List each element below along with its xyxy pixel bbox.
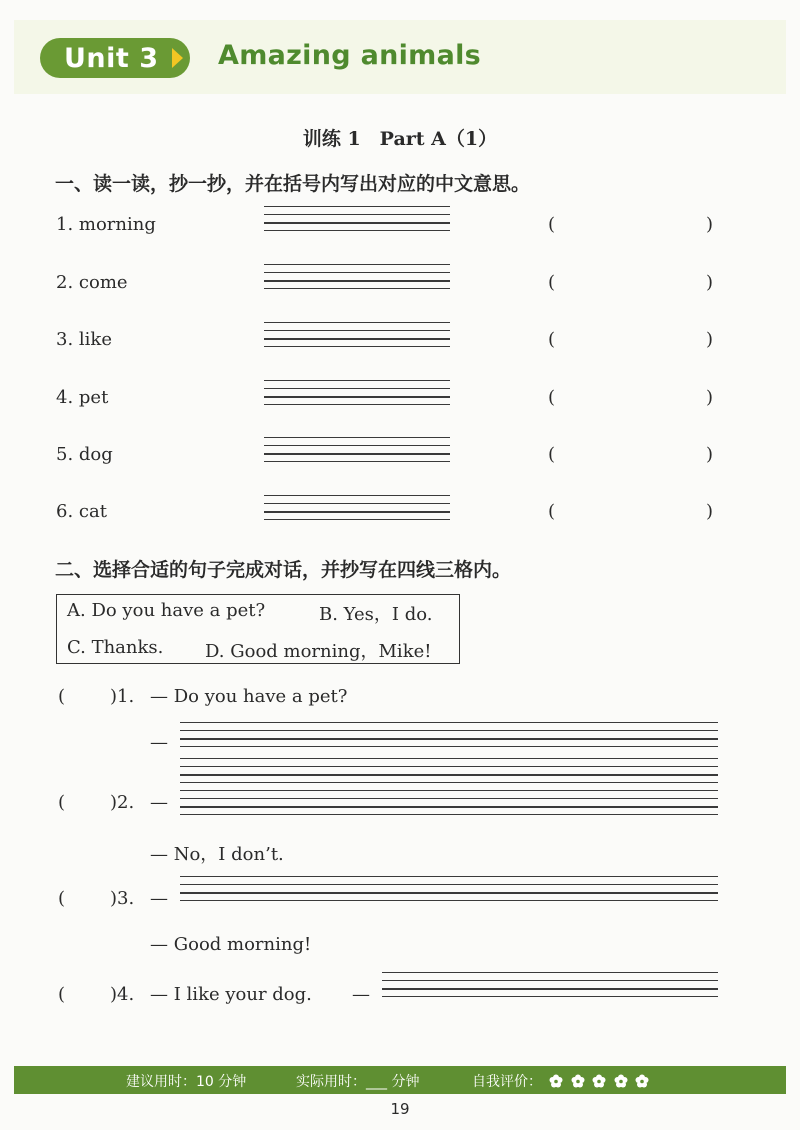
dialogue-dash: — <box>150 792 168 813</box>
dialogue-line: — Do you have a pet? <box>150 686 348 707</box>
dialogue-line: — Good morning! <box>150 934 312 955</box>
word-label: 4. pet <box>56 387 109 408</box>
options-box <box>56 594 460 664</box>
answer-paren-close: ) <box>706 329 714 350</box>
answer-paren-close: ) <box>706 387 714 408</box>
dialogue-line: — I like your dog. <box>150 984 312 1005</box>
section2-title: 二、选择合适的句子完成对话，并抄写在四线三格内。 <box>55 559 512 581</box>
four-line-writing-area[interactable] <box>264 322 450 346</box>
answer-paren-open: ( <box>58 792 66 813</box>
word-label: 2. come <box>56 272 128 293</box>
actual-time: 实际用时：___ 分钟 <box>296 1074 420 1090</box>
option-a: A. Do you have a pet? <box>67 600 266 621</box>
four-line-writing-area[interactable] <box>264 380 450 404</box>
item-number: )1. <box>110 686 135 707</box>
item-number: )3. <box>110 888 135 909</box>
play-arrow-icon <box>172 48 183 68</box>
footer-band <box>14 1066 786 1094</box>
answer-paren-open: ( <box>548 272 556 293</box>
word-label: 3. like <box>56 329 112 350</box>
lesson-title: 训练 1 Part A（1） <box>302 128 498 150</box>
flower-rating-icon[interactable] <box>549 1074 563 1088</box>
answer-paren-open: ( <box>58 888 66 909</box>
flower-rating-icon[interactable] <box>592 1074 606 1088</box>
answer-paren-open: ( <box>548 214 556 235</box>
answer-paren-close: ) <box>706 272 714 293</box>
answer-paren-open: ( <box>548 329 556 350</box>
dialogue-dash: — <box>150 732 168 753</box>
word-label: 1. morning <box>56 214 156 235</box>
four-line-writing-area[interactable] <box>180 790 718 814</box>
item-number: )2. <box>110 792 135 813</box>
word-label: 6. cat <box>56 501 107 522</box>
dialogue-dash: — <box>150 888 168 909</box>
answer-paren-open: ( <box>58 686 66 707</box>
unit-label: Unit 3 <box>64 42 159 74</box>
answer-paren-close: ) <box>706 214 714 235</box>
four-line-writing-area[interactable] <box>382 972 718 996</box>
suggested-time: 建议用时：10 分钟 <box>126 1074 247 1090</box>
self-evaluation <box>472 1071 649 1091</box>
four-line-writing-area[interactable] <box>264 437 450 461</box>
dialogue-line: — No，I don’t. <box>150 844 284 865</box>
option-d: D. Good morning，Mike! <box>205 641 432 662</box>
four-line-writing-area[interactable] <box>180 722 718 746</box>
flower-rating-icon[interactable] <box>635 1074 649 1088</box>
four-line-writing-area[interactable] <box>264 206 450 230</box>
word-label: 5. dog <box>56 444 113 465</box>
four-line-writing-area[interactable] <box>264 264 450 288</box>
flower-rating-icon[interactable] <box>571 1074 585 1088</box>
unit-badge <box>40 38 190 78</box>
item-number: )4. <box>110 984 135 1005</box>
page-number: 19 <box>390 1100 410 1118</box>
four-line-writing-area[interactable] <box>180 876 718 900</box>
dialogue-dash: — <box>352 984 370 1005</box>
answer-paren-open: ( <box>58 984 66 1005</box>
answer-paren-open: ( <box>548 501 556 522</box>
flower-rating-icon[interactable] <box>614 1074 628 1088</box>
section1-title: 一、读一读，抄一抄，并在括号内写出对应的中文意思。 <box>55 173 531 195</box>
option-b: B. Yes，I do. <box>319 604 433 625</box>
answer-paren-open: ( <box>548 387 556 408</box>
self-eval-label: 自我评价： <box>472 1074 542 1090</box>
answer-paren-close: ) <box>706 501 714 522</box>
four-line-writing-area[interactable] <box>180 758 718 782</box>
four-line-writing-area[interactable] <box>264 495 450 519</box>
option-c: C. Thanks. <box>67 637 164 658</box>
unit-title: Amazing animals <box>218 40 482 71</box>
answer-paren-close: ) <box>706 444 714 465</box>
answer-paren-open: ( <box>548 444 556 465</box>
